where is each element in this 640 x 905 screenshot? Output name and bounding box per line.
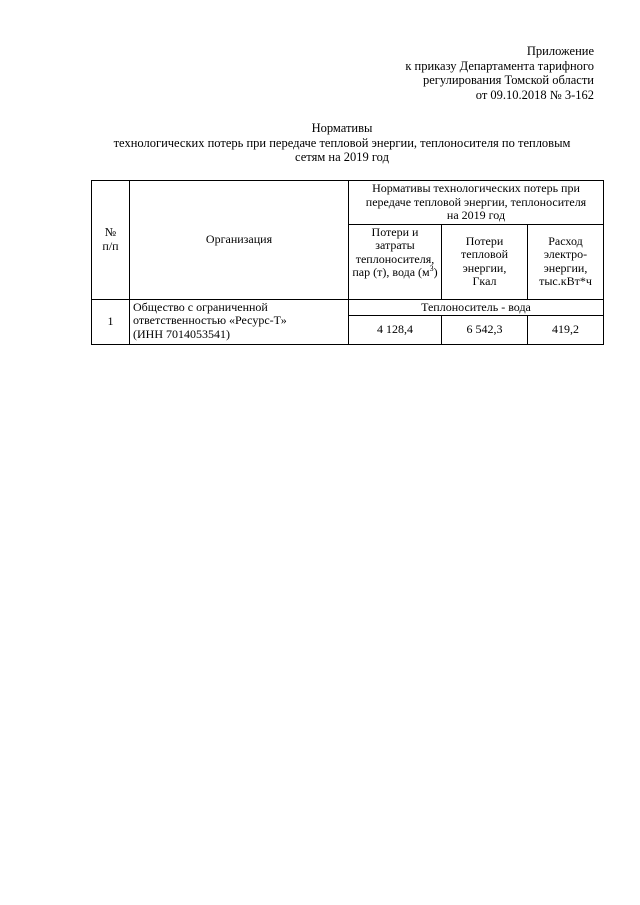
- title-line-3: сетям на 2019 год: [295, 150, 389, 164]
- header-number: [92, 181, 130, 300]
- header-number-line-2: п/п: [102, 238, 119, 253]
- title-line-1: Нормативы: [311, 121, 373, 135]
- header-heat-losses: Потери тепловой энергии, Гкал: [442, 224, 528, 299]
- header-losses-carrier-text: Потери и затраты теплоносителя, пар (т), вода (м: [352, 224, 435, 279]
- header-electricity: Расход электро-энергии, тыс.кВт*ч: [528, 224, 604, 299]
- table-header-row-1: [92, 181, 604, 225]
- org-line-3: (ИНН 7014053541): [133, 326, 230, 341]
- value-electricity: 419,2: [528, 316, 604, 345]
- norms-table: [91, 180, 604, 345]
- appendix-line-1: Приложение: [526, 44, 594, 58]
- appendix-block: [405, 44, 594, 102]
- org-line-2: ответственностью «Ресурс-Т»: [133, 313, 287, 327]
- row-number: 1: [92, 299, 130, 345]
- header-number-line-1: №: [104, 225, 117, 240]
- appendix-line-4: от 09.10.2018 № 3-162: [475, 87, 594, 102]
- appendix-line-3: регулирования Томской области: [422, 73, 594, 87]
- header-norms-group: Нормативы технологических потерь при передаче тепловой энергии, теплоносителя на 2019 год: [349, 181, 604, 225]
- header-losses-carrier-sup: 3: [429, 264, 434, 273]
- header-losses-carrier: [349, 224, 442, 299]
- org-line-1: Общество с ограниченной: [133, 299, 268, 314]
- value-heat-losses: 6 542,3: [442, 316, 528, 345]
- value-losses-carrier: 4 128,4: [349, 316, 442, 345]
- table-row: [92, 299, 604, 316]
- row-carrier-label: Теплоноситель - вода: [349, 299, 604, 316]
- header-organization: Организация: [130, 181, 349, 300]
- row-organization: [130, 299, 349, 345]
- document-title: [92, 121, 592, 165]
- appendix-line-2: к приказу Департамента тарифного: [405, 58, 594, 73]
- title-line-2: технологических потерь при передаче тепловой энергии, теплоносителя по тепловым: [113, 135, 571, 150]
- header-losses-carrier-end: ): [433, 265, 438, 279]
